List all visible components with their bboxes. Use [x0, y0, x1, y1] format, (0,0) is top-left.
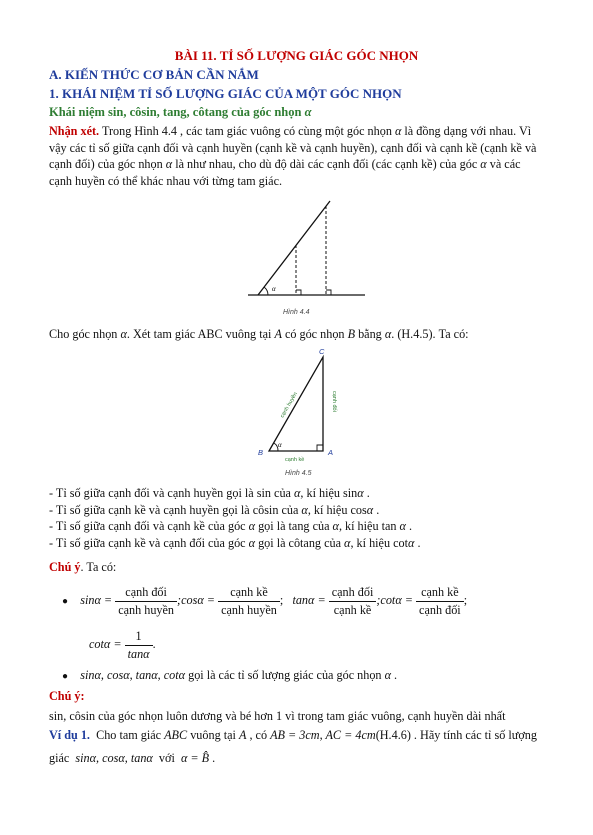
fig44-angle-label: α	[272, 285, 276, 293]
fig45-triangle	[269, 357, 323, 451]
fig45-vertex-b: B	[258, 448, 264, 457]
formula-row-2: cotα = $\frac{1}{\tan\alpha}$ .	[89, 629, 156, 661]
fig45-caption: Hình 4.5	[285, 470, 312, 477]
def-cos: - Tỉ số giữa cạnh kề và cạnh huyền gọi là côsin của α, kí hiệu cosα .	[49, 502, 380, 517]
note-1-label: Chú ý	[49, 560, 81, 574]
fig44-angle-arc	[264, 287, 268, 295]
note-2-label: Chú ý:	[49, 689, 85, 703]
frac-cot-tan: $\frac{1}{\tan\alpha}$	[125, 628, 153, 662]
def-cot: - Tỉ số giữa cạnh kề và cạnh đối của góc α gọi là côtang của α, kí hiệu cotα .	[49, 535, 421, 550]
fig45-adjacent-label: cạnh kề	[285, 457, 305, 463]
frac-sin: $\frac{\text{cạnh đối}}{\text{cạnh huyền}}$	[115, 584, 177, 618]
fig45-right-angle	[317, 445, 323, 451]
frac-cos: $\frac{\text{cạnh kề}}{\text{cạnh huyền}}$	[218, 584, 280, 618]
figure-4-4	[240, 196, 380, 301]
remark-label: Nhận xét.	[49, 124, 100, 138]
fig44-right-angle-1	[296, 290, 301, 295]
fig45-hypotenuse-label: cạnh huyền	[279, 391, 299, 419]
page-title: BÀI 11. TỈ SỐ LƯỢNG GIÁC GÓC NHỌN	[174, 48, 419, 63]
formula-row-1: ● sinα = $\frac{\text{cạnh đối}}{\text{cạnh huyền}}$ ;cosα = $\frac{\text{cạnh kề}}{\text{cạnh huyền}}$ ; tanα = $\frac{\text{cạnh đối}}{\text{cạnh kề}}$ ;cotα = $\frac{\text{cạnh kề}}{\text{cạnh đối}}$ ;	[62, 585, 468, 617]
frac-cot: $\frac{\text{cạnh kề}}{\text{cạnh đối}}$	[416, 584, 464, 618]
subheading: Khái niệm sin, côsin, tang, côtang của góc nhọn α	[49, 105, 312, 119]
note-1: Chú ý. Ta có:	[49, 560, 117, 574]
example-1: Ví dụ 1. Cho tam giác ABC vuông tại A , có AB = 3cm, AC = 4cm(H.4.6) . Hãy tính các tỉ số lượng giác sinα, cosα, tanα với α = B̂ .	[49, 728, 537, 765]
def-sin: - Tỉ số giữa cạnh đối và cạnh huyền gọi là sin của α, kí hiệu sinα .	[49, 486, 370, 500]
section-a-heading: A. KIẾN THỨC CƠ BẢN CẦN NẮM	[49, 67, 259, 82]
ratios-line: ● sinα, cosα, tanα, cotα gọi là các tỉ số lượng giác của góc nhọn α .	[62, 668, 398, 682]
fig44-caption: Hình 4.4	[283, 309, 310, 316]
fig45-vertex-a: A	[328, 448, 334, 457]
bullet-icon: ●	[62, 671, 69, 682]
fig45-opposite-label: cạnh đối	[331, 391, 337, 412]
fig44-right-angle-2	[326, 290, 331, 295]
example-label: Ví dụ 1.	[49, 728, 90, 742]
definitions-list	[49, 485, 421, 551]
remark-paragraph: Nhận xét. Trong Hình 4.4 , các tam giác vuông có cùng một góc nhọn α là đồng dạng với nhau. Vì vậy các tỉ số giữa cạnh đối và cạnh huyền (cạnh kề và cạnh huyền), cạnh đối và cạnh kề (cạnh kề và cạnh đối) của góc nhọn α là như nhau, cho dù độ dài các cạnh đối (các cạnh kề) của góc α và các cạnh huyền có thể khác nhau với từng tam giác.	[49, 124, 537, 188]
given-line: Cho góc nhọn α. Xét tam giác ABC vuông tại A có góc nhọn B bằng α. (H.4.5). Ta có:	[49, 327, 469, 341]
def-tan: - Tỉ số giữa cạnh đối và cạnh kề của góc α gọi là tang của α, kí hiệu tan α .	[49, 519, 413, 533]
figure-4-5	[255, 343, 355, 468]
bullet-icon: ●	[62, 595, 69, 607]
frac-tan: $\frac{\text{cạnh đối}}{\text{cạnh kề}}$	[329, 584, 377, 618]
fig44-slanted-line	[258, 201, 330, 295]
fig45-angle-label: α	[278, 441, 282, 449]
fig45-vertex-c: C	[319, 347, 325, 356]
section-1-heading: 1. KHÁI NIỆM TỈ SỐ LƯỢNG GIÁC CỦA MỘT GÓC NHỌN	[49, 86, 402, 101]
note-2: Chú ý: sin, côsin của góc nhọn luôn dương và bé hơn 1 vì trong tam giác vuông, cạnh huyền dài nhất	[49, 689, 506, 723]
